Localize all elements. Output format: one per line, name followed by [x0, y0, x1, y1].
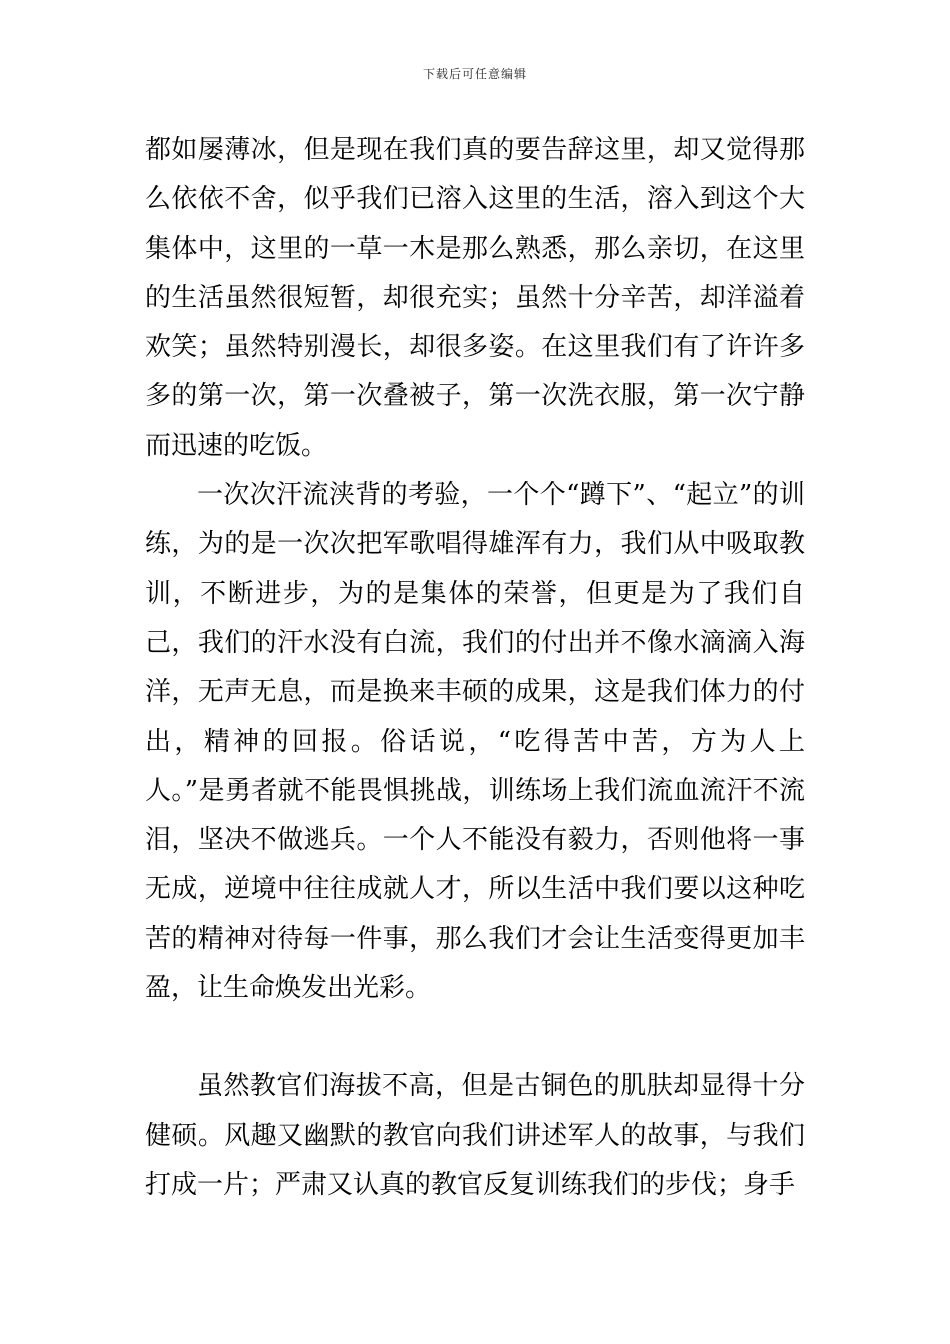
paragraph-continuation: 都如屡薄冰，但是现在我们真的要告辞这里，却又觉得那么依依不舍，似乎我们已溶入这里的生活，溶入到这个大集体中，这里的一草一木是那么熟悉，那么亲切，在这里的生活虽然很短暂，却很充实；虽然十分辛苦，却洋溢着欢笑；虽然特别漫长，却很多姿。在这里我们有了许许多多的第一次，第一次叠被子，第一次洗衣服，第一次宁静而迅速的吃饭。 — [145, 135, 805, 461]
document-body — [145, 126, 805, 1210]
paragraph-instructors: 虽然教官们海拔不高，但是古铜色的肌肤却显得十分健硕。风趣又幽默的教官向我们讲述军人的故事，与我们打成一片；严肃又认真的教官反复训练我们的步伐；身手 — [145, 1071, 805, 1200]
page-header: 下载后可任意编辑 — [422, 67, 527, 81]
paragraph-training: 一次次汗流浃背的考验，一个个“蹲下”、“起立”的训练，为的是一次次把军歌唱得雄浑有力，我们从中吸取教训，不断进步，为的是集体的荣誉，但更是为了我们自己，我们的汗水没有白流，我们的付出并不像水滴滴入海洋，无声无息，而是换来丰硕的成果，这是我们体力的付出，精神的回报。俗话说，“吃得苦中苦，方为人上人。”是勇者就不能畏惧挑战，训练场上我们流血流汗不流泪，坚决不做逃兵。一个人不能没有毅力，否则他将一事无成，逆境中往往成就人才，所以生活中我们要以这种吃苦的精神对待每一件事，那么我们才会让生活变得更加丰盈，让生命焕发出光彩。 — [145, 480, 805, 1004]
